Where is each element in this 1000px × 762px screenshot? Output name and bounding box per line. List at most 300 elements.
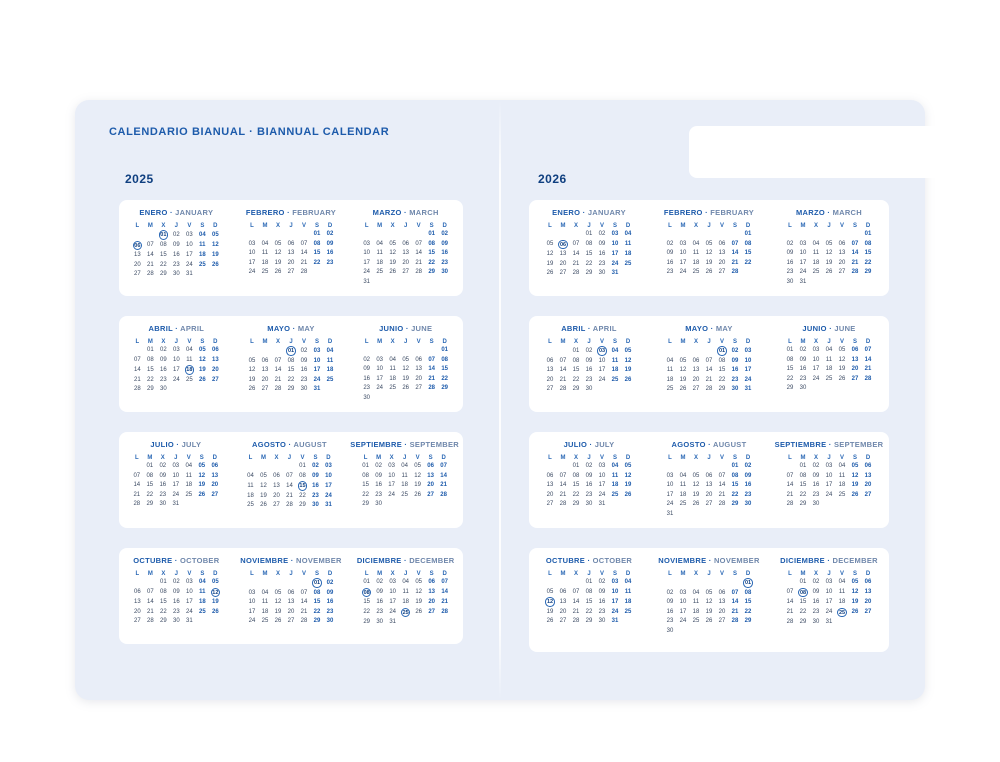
- month-grid: [664, 337, 755, 395]
- day-cell: 31: [389, 619, 397, 625]
- day-cell: 25: [247, 502, 254, 508]
- day-cell: 29: [287, 386, 295, 392]
- day-cell: 14: [559, 367, 567, 373]
- week-row: [246, 366, 337, 376]
- day-cell: 10: [248, 250, 256, 256]
- day-cell: 10: [666, 482, 674, 488]
- weekday-header: V: [599, 222, 604, 229]
- day-cell: 04: [624, 231, 632, 237]
- week-row: [664, 346, 755, 357]
- month-name-es: ENERO: [139, 208, 168, 217]
- day-cell: 20: [718, 608, 726, 615]
- month-name-en: AUGUST: [713, 440, 747, 449]
- day-cell: 13: [851, 356, 859, 363]
- month-name-es: NOVIEMBRE: [240, 556, 289, 565]
- day-cell-highlighted: 15: [299, 483, 306, 489]
- day-cell: 14: [146, 252, 154, 258]
- day-cell: 06: [261, 357, 269, 364]
- week-row: [544, 472, 635, 482]
- week-row: [544, 230, 635, 240]
- day-cell: 04: [692, 240, 700, 247]
- day-cell: 31: [744, 386, 752, 392]
- day-cell: 13: [692, 367, 700, 373]
- day-cell: 20: [705, 491, 713, 498]
- day-cell: 08: [441, 356, 449, 363]
- day-cell: 02: [172, 579, 180, 585]
- day-cell: 20: [261, 376, 269, 383]
- quarter-block: [529, 316, 889, 412]
- weekday-header: X: [693, 570, 698, 577]
- weekday-header: D: [625, 570, 631, 577]
- day-cell: 27: [428, 609, 436, 615]
- weekday-header: D: [212, 454, 217, 461]
- weekday-header: J: [827, 338, 831, 345]
- weekday-header: L: [250, 222, 254, 229]
- empty-cell: [399, 618, 412, 628]
- weekday-header: V: [187, 570, 192, 577]
- day-cell: 24: [598, 376, 606, 383]
- weekday-header: L: [788, 454, 792, 461]
- day-cell: 01: [159, 579, 167, 585]
- day-cell: 07: [440, 463, 447, 469]
- empty-cell: [438, 394, 451, 404]
- month-name-es: MARZO: [372, 208, 402, 217]
- month-november: [649, 548, 769, 652]
- empty-cell: [399, 230, 412, 240]
- month-september: [769, 432, 889, 528]
- day-cell: 20: [428, 599, 436, 605]
- weekday-header: D: [745, 222, 751, 229]
- day-cell-highlighted: 18: [186, 367, 193, 373]
- week-row: [664, 376, 755, 386]
- weekday-header: V: [719, 454, 724, 461]
- day-cell: 09: [744, 472, 752, 479]
- day-cell: 06: [864, 579, 872, 585]
- empty-cell: [438, 278, 451, 288]
- day-cell: 22: [864, 259, 872, 266]
- weekday-header: L: [363, 454, 368, 461]
- day-cell: 01: [146, 347, 154, 353]
- day-cell: 05: [679, 357, 687, 364]
- empty-cell: [664, 462, 677, 472]
- day-cell: 29: [159, 618, 167, 624]
- day-cell: 26: [274, 269, 282, 275]
- day-cell: 22: [362, 491, 369, 498]
- month-name-en: JUNE: [411, 324, 433, 333]
- day-cell: 09: [731, 357, 739, 364]
- month-name-en: SEPTEMBER: [409, 440, 459, 449]
- day-cell: 11: [679, 482, 687, 488]
- day-cell: 03: [185, 579, 193, 585]
- day-cell: 23: [812, 609, 820, 615]
- empty-cell: [729, 578, 742, 589]
- day-cell: 29: [428, 269, 436, 275]
- day-cell: 06: [287, 589, 295, 596]
- day-cell: 23: [172, 608, 180, 615]
- day-cell: 25: [401, 491, 408, 498]
- day-cell: 31: [363, 278, 371, 285]
- day-cell: 07: [572, 588, 580, 595]
- week-row: [544, 250, 635, 260]
- day-cell: 29: [786, 385, 794, 391]
- day-cell: 11: [692, 250, 700, 256]
- day-cell: 22: [313, 608, 321, 615]
- weekday-header: L: [788, 338, 792, 345]
- day-cell: 22: [363, 609, 371, 615]
- month-name: DICIEMBRE · DECEMBER: [780, 556, 878, 565]
- month-grid: [544, 221, 635, 279]
- day-cell: 07: [786, 589, 794, 595]
- day-cell: 27: [559, 618, 567, 624]
- day-cell: 28: [300, 618, 308, 624]
- day-cell: 26: [692, 501, 700, 507]
- weekday-header: V: [839, 454, 844, 461]
- day-cell: 13: [428, 589, 436, 595]
- day-cell: 28: [572, 618, 580, 624]
- day-cell: 07: [274, 357, 282, 364]
- day-cell: 02: [172, 231, 180, 238]
- day-cell: 30: [744, 501, 752, 507]
- day-cell: 30: [585, 501, 593, 507]
- day-cell: 12: [274, 250, 282, 256]
- day-cell: 01: [313, 231, 321, 237]
- empty-cell: [742, 268, 755, 278]
- weekday-header: L: [250, 570, 254, 577]
- day-cell: 23: [326, 608, 334, 615]
- week-row: [244, 501, 335, 511]
- day-cell: 04: [261, 589, 269, 596]
- month-grid: [131, 337, 222, 395]
- day-cell: 05: [838, 347, 846, 353]
- day-cell: 20: [851, 366, 859, 372]
- day-cell: 02: [441, 231, 449, 237]
- empty-cell: [810, 278, 823, 288]
- page-title: CALENDARIO BIANUAL · BIANNUAL CALENDAR: [109, 126, 390, 138]
- day-cell: 09: [326, 240, 334, 247]
- week-row: [544, 588, 635, 598]
- day-cell: 09: [363, 366, 371, 372]
- weekday-header: S: [313, 454, 318, 461]
- day-cell: 24: [248, 269, 256, 275]
- week-row: [359, 462, 450, 472]
- day-cell: 26: [260, 502, 267, 508]
- day-cell: 27: [559, 270, 567, 276]
- empty-cell: [360, 346, 373, 356]
- empty-cell: [412, 618, 425, 628]
- day-cell: 06: [864, 463, 872, 469]
- day-cell: 28: [786, 501, 794, 507]
- day-cell: 21: [572, 260, 580, 267]
- day-cell: 06: [133, 589, 141, 595]
- day-cell: 26: [211, 261, 219, 268]
- day-cell: 28: [146, 271, 154, 277]
- day-cell: 02: [159, 463, 167, 469]
- day-cell: 17: [825, 599, 833, 605]
- month-name-en: JUNE: [834, 324, 856, 333]
- empty-cell: [246, 346, 259, 357]
- week-row: [360, 608, 451, 619]
- empty-cell: [836, 500, 849, 510]
- day-cell: 02: [159, 347, 167, 353]
- week-row: [360, 268, 451, 278]
- month-grid: [359, 453, 450, 510]
- quarter-block: [119, 548, 463, 644]
- day-cell: 21: [146, 261, 154, 268]
- day-cell: 22: [313, 259, 321, 266]
- day-cell: 16: [159, 482, 167, 488]
- week-row: [360, 356, 451, 366]
- day-cell: 13: [546, 482, 554, 488]
- weekday-header: V: [839, 570, 844, 577]
- empty-cell: [797, 230, 810, 240]
- week-row: [664, 578, 755, 589]
- weekday-header: S: [200, 570, 205, 577]
- week-row: [544, 578, 635, 588]
- day-cell: 13: [211, 356, 219, 363]
- month-grid: [784, 569, 875, 628]
- day-cell: 12: [274, 599, 282, 605]
- notes-box[interactable]: [689, 126, 964, 178]
- day-cell: 01: [572, 347, 580, 354]
- day-cell: 28: [146, 618, 154, 624]
- day-cell: 21: [572, 608, 580, 615]
- day-cell: 10: [388, 472, 395, 479]
- weekday-header: V: [719, 222, 724, 229]
- weekday-header: S: [429, 338, 434, 345]
- month-name-en: JANUARY: [587, 208, 626, 217]
- day-cell: 18: [812, 259, 820, 266]
- day-cell: 14: [559, 482, 567, 488]
- day-cell: 08: [744, 589, 752, 596]
- day-cell: 21: [718, 491, 726, 498]
- month-name: MARZO · MARCH: [796, 208, 862, 217]
- day-cell: 04: [825, 347, 833, 353]
- day-cell: 26: [211, 608, 219, 615]
- day-cell: 14: [572, 251, 580, 257]
- weekday-header: J: [287, 454, 292, 461]
- day-cell: 31: [598, 501, 606, 507]
- month-grid: [784, 337, 875, 394]
- month-name-en: JULY: [181, 440, 202, 449]
- day-cell: 07: [300, 589, 308, 596]
- day-cell: 27: [287, 269, 295, 275]
- day-cell: 15: [718, 367, 726, 373]
- day-cell: 15: [428, 250, 436, 256]
- empty-cell: [412, 230, 425, 240]
- day-cell: 08: [146, 356, 154, 363]
- day-cell: 27: [864, 491, 872, 498]
- day-cell: 06: [851, 347, 859, 353]
- day-cell: 18: [401, 482, 408, 488]
- week-row: [131, 270, 222, 280]
- day-cell: 28: [441, 609, 449, 615]
- day-cell: 29: [799, 619, 807, 625]
- day-cell: 29: [572, 386, 580, 392]
- day-cell: 15: [146, 366, 154, 373]
- weekday-header: V: [719, 338, 724, 345]
- weekday-header: V: [839, 338, 844, 345]
- month-grid: [246, 569, 337, 627]
- weekday-header: D: [442, 570, 447, 577]
- day-cell: 18: [261, 608, 269, 615]
- day-cell: 09: [312, 472, 319, 479]
- day-cell: 27: [211, 491, 219, 498]
- day-cell: 17: [825, 482, 833, 488]
- day-cell: 30: [598, 270, 606, 276]
- day-cell: 13: [273, 482, 280, 489]
- day-cell: 09: [812, 472, 820, 479]
- month-grid: [544, 337, 635, 395]
- day-cell: 15: [744, 599, 752, 605]
- weekday-header: L: [250, 338, 254, 345]
- day-cell: 22: [287, 376, 295, 383]
- week-row: [664, 472, 755, 482]
- day-cell: 29: [299, 502, 306, 508]
- weekday-header: S: [314, 570, 319, 577]
- empty-cell: [373, 230, 386, 240]
- month-name-es: JUNIO: [802, 324, 827, 333]
- week-row: [784, 472, 875, 482]
- weekday-header: D: [213, 222, 218, 229]
- day-cell: 12: [838, 356, 846, 363]
- day-cell: 30: [799, 385, 807, 391]
- week-row: [664, 481, 755, 491]
- weekday-header: X: [813, 338, 818, 345]
- week-row: [246, 617, 337, 627]
- empty-cell: [144, 230, 157, 241]
- day-cell: 07: [559, 472, 567, 479]
- month-name: ENERO · JANUARY: [139, 208, 214, 217]
- weekday-header: M: [376, 454, 382, 461]
- day-cell: 02: [363, 356, 371, 363]
- weekday-header: M: [680, 222, 686, 229]
- day-cell: 02: [744, 463, 752, 469]
- day-cell: 24: [744, 376, 752, 383]
- weekday-header: X: [161, 222, 166, 229]
- week-row: [360, 346, 451, 356]
- day-cell-highlighted: 12: [212, 589, 219, 596]
- day-cell: 10: [611, 588, 619, 595]
- week-row: [360, 278, 451, 288]
- weekday-header: X: [390, 570, 395, 577]
- weekday-header: V: [187, 222, 192, 229]
- day-cell: 27: [838, 269, 846, 275]
- day-cell: 28: [731, 618, 739, 624]
- day-cell: 05: [705, 589, 713, 596]
- day-cell: 25: [376, 269, 384, 275]
- day-cell: 06: [718, 240, 726, 247]
- day-cell: 14: [428, 366, 436, 372]
- empty-cell: [690, 627, 703, 637]
- empty-cell: [411, 500, 424, 510]
- day-cell: 01: [441, 347, 449, 353]
- day-cell: 13: [546, 367, 554, 373]
- day-cell: 14: [864, 356, 872, 363]
- empty-cell: [399, 278, 412, 288]
- day-cell: 03: [825, 463, 833, 469]
- empty-cell: [285, 230, 298, 240]
- day-cell: 05: [414, 463, 421, 469]
- empty-cell: [544, 462, 557, 472]
- month-march: [769, 200, 889, 296]
- day-cell: 18: [611, 482, 619, 488]
- day-cell: 21: [705, 376, 713, 383]
- day-cell: 24: [376, 385, 384, 391]
- week-row: [784, 598, 875, 608]
- month-name: ENERO · JANUARY: [552, 208, 626, 217]
- weekday-header: L: [364, 570, 369, 577]
- empty-cell: [298, 230, 311, 240]
- weekday-header: V: [186, 454, 191, 461]
- day-cell: 02: [786, 240, 794, 247]
- day-cell: 19: [415, 599, 423, 605]
- day-cell: 25: [679, 501, 687, 507]
- week-row: [360, 375, 451, 385]
- week-row: [784, 365, 875, 375]
- empty-cell: [195, 500, 208, 510]
- day-cell: 15: [313, 599, 321, 605]
- day-cell: 24: [825, 491, 833, 498]
- weekday-header: S: [612, 570, 617, 577]
- day-cell: 30: [375, 501, 382, 507]
- day-cell: 22: [786, 375, 794, 382]
- day-cell: 27: [402, 269, 410, 275]
- month-name-es: AGOSTO: [251, 440, 287, 449]
- week-row: [664, 491, 755, 501]
- week-row: [784, 608, 875, 619]
- day-cell: 11: [261, 250, 269, 256]
- day-cell: 22: [572, 491, 580, 498]
- day-cell: 13: [864, 472, 872, 479]
- quarter-block: [529, 200, 889, 296]
- month-name: AGOSTO · AUGUST: [671, 440, 747, 449]
- day-cell: 18: [326, 367, 334, 373]
- empty-cell: [544, 578, 557, 588]
- day-cell: 26: [274, 618, 282, 624]
- day-cell: 21: [300, 259, 308, 266]
- weekday-header: J: [587, 570, 591, 577]
- day-cell: 20: [559, 260, 567, 267]
- week-row: [131, 617, 222, 627]
- day-cell: 25: [692, 269, 700, 275]
- day-cell: 21: [731, 259, 739, 266]
- day-cell: 01: [786, 347, 794, 353]
- day-cell: 11: [838, 589, 846, 595]
- day-cell: 18: [838, 599, 846, 605]
- day-cell: 01: [585, 579, 593, 585]
- week-row: [544, 500, 635, 510]
- day-cell: 22: [159, 261, 167, 268]
- month-name-es: OCTUBRE: [133, 556, 173, 565]
- weekday-header: L: [668, 454, 672, 461]
- empty-cell: [424, 500, 437, 510]
- day-cell: 18: [624, 251, 632, 257]
- day-cell: 26: [851, 609, 859, 615]
- day-cell-highlighted: 01: [718, 348, 726, 354]
- day-cell: 15: [313, 250, 321, 256]
- week-row: [664, 589, 755, 599]
- day-cell: 08: [362, 472, 369, 479]
- day-cell: 14: [440, 472, 447, 479]
- day-cell: 09: [598, 241, 606, 247]
- day-cell: 21: [559, 491, 567, 498]
- day-cell: 08: [572, 472, 580, 479]
- weekday-header: L: [548, 338, 552, 345]
- week-row: [664, 385, 755, 395]
- day-cell: 08: [313, 589, 321, 596]
- weekday-header: X: [160, 454, 165, 461]
- day-cell: 06: [211, 347, 219, 353]
